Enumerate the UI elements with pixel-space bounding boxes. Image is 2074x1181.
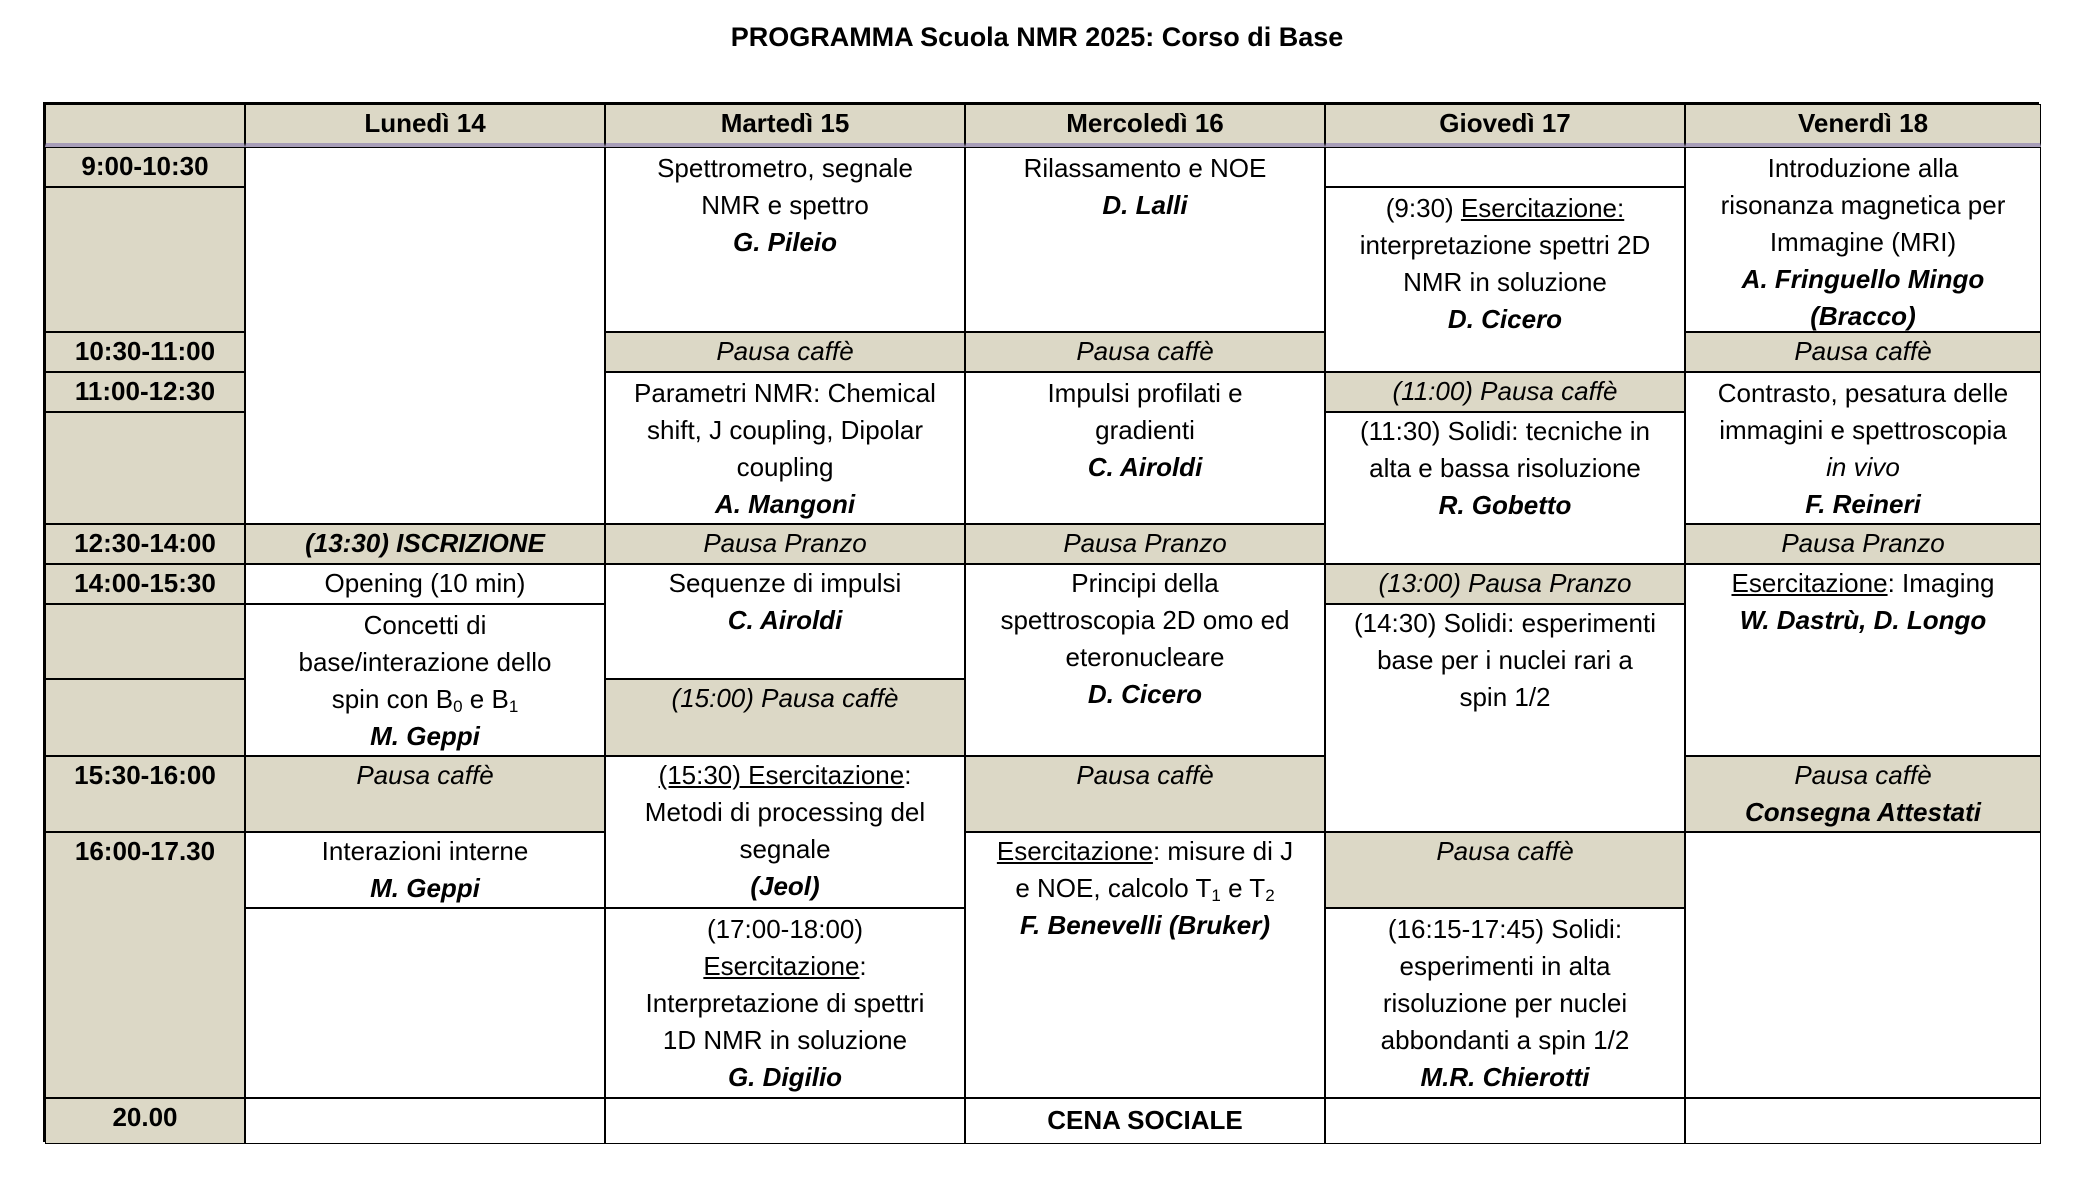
session-text: gradienti: [1095, 415, 1195, 445]
day-header-tuesday: Martedì 15: [605, 104, 965, 147]
friday-intro-mri-session: [1685, 147, 2041, 332]
wednesday-pausa-pranzo: Pausa Pranzo: [965, 524, 1325, 564]
time-slot-spacer: [45, 412, 245, 524]
speaker-affiliation: (Bracco): [1810, 301, 1916, 331]
session-text: spin 1/2: [1459, 682, 1551, 712]
session-text: (17:00-18:00): [706, 914, 864, 944]
session-text: Contrasto, pesatura delle: [1717, 378, 2009, 408]
tuesday-parametri-session: [605, 372, 965, 524]
session-text: interpretazione spettri 2D: [1359, 230, 1651, 260]
thursday-empty-morning: [1325, 147, 1685, 187]
wednesday-esercitazione-session: [965, 832, 1325, 1098]
time-slot: 14:00-15:30: [45, 564, 245, 604]
time-slot: 20.00: [45, 1098, 245, 1144]
session-text: Sequenze di impulsi: [668, 568, 902, 598]
time-slot-spacer: [45, 187, 245, 332]
day-header-monday: Lunedì 14: [245, 104, 605, 147]
tuesday-pausa-pranzo: Pausa Pranzo: [605, 524, 965, 564]
session-text: (16:15-17:45) Solidi:: [1387, 914, 1623, 944]
day-header-thursday: Giovedì 17: [1325, 104, 1685, 147]
session-text: Parametri NMR: Chemical: [634, 378, 936, 408]
speaker-name: A. Fringuello Mingo: [1741, 264, 1985, 294]
friday-esercitazione-imaging: [1685, 564, 2041, 756]
friday-pausa-pranzo: Pausa Pranzo: [1685, 524, 2041, 564]
monday-iscrizione: (13:30) ISCRIZIONE: [245, 524, 605, 564]
thursday-pausa-1300: (13:00) Pausa Pranzo: [1325, 564, 1685, 604]
session-text: base/interazione dello: [298, 647, 552, 677]
session-text: risonanza magnetica per: [1720, 190, 2006, 220]
time-slot-spacer: [45, 604, 245, 679]
monday-concetti-session: [245, 604, 605, 756]
speaker-name: G. Digilio: [727, 1062, 843, 1092]
time-slot: 15:30-16:00: [45, 756, 245, 832]
tuesday-spettrometro-session: [605, 147, 965, 332]
session-text: (11:30) Solidi: tecniche in: [1359, 416, 1650, 446]
time-slot: 9:00-10:30: [45, 147, 245, 187]
session-text: in vivo: [1826, 452, 1900, 482]
wednesday-impulsi-session: [965, 372, 1325, 524]
monday-empty-dinner: [245, 1098, 605, 1144]
session-text: (9:30) Esercitazione:: [1385, 193, 1625, 223]
thursday-esercitazione-2d: [1325, 187, 1685, 372]
friday-pausa-consegna: [1685, 756, 2041, 832]
session-text: Spettrometro, segnale: [657, 153, 913, 183]
session-text: Interpretazione di spettri: [645, 988, 925, 1018]
session-text: base per i nuclei rari a: [1377, 645, 1633, 675]
monday-empty-morning: [245, 147, 605, 524]
speaker-name: W. Dastrù, D. Longo: [1739, 605, 1987, 635]
session-text: Introduzione alla: [1767, 153, 1959, 183]
wednesday-pausa-caffe: Pausa caffè: [965, 332, 1325, 372]
session-text: Esercitazione: Imaging: [1731, 568, 1995, 598]
wednesday-pausa-caffe-2: Pausa caffè: [965, 756, 1325, 832]
friday-empty-dinner: [1685, 1098, 2041, 1144]
speaker-name: R. Gobetto: [1438, 490, 1572, 520]
thursday-pausa-caffe: Pausa caffè: [1325, 832, 1685, 908]
page-title: PROGRAMMA Scuola NMR 2025: Corso di Base: [730, 22, 1344, 52]
time-slot: 12:30-14:00: [45, 524, 245, 564]
thursday-solidi-tecniche: [1325, 412, 1685, 564]
speaker-name: G. Pileio: [732, 227, 838, 257]
session-text: Interazioni interne: [321, 836, 529, 866]
session-text: 1D NMR in soluzione: [662, 1025, 908, 1055]
day-header-wednesday: Mercoledì 16: [965, 104, 1325, 147]
session-text: Esercitazione: misure di J: [996, 836, 1294, 866]
session-text: eteronucleare: [1065, 642, 1225, 672]
speaker-name: D. Cicero: [1087, 679, 1203, 709]
session-text: Concetti di: [363, 610, 487, 640]
session-text: (14:30) Solidi: esperimenti: [1353, 608, 1657, 638]
speaker-name: D. Cicero: [1447, 304, 1563, 334]
time-slot: 16:00-17.30: [45, 832, 245, 1098]
thursday-pausa-1100: (11:00) Pausa caffè: [1325, 372, 1685, 412]
thursday-solidi-alta-risoluzione: [1325, 908, 1685, 1098]
session-text: shift, J coupling, Dipolar: [646, 415, 924, 445]
wednesday-rilassamento-session: [965, 147, 1325, 332]
speaker-name: M. Geppi: [370, 873, 480, 903]
tuesday-pausa-caffe: Pausa caffè: [605, 332, 965, 372]
session-text: (15:30) Esercitazione:: [658, 760, 912, 790]
session-text: Principi della: [1071, 568, 1219, 598]
speaker-name: M. Geppi: [370, 721, 480, 751]
tuesday-empty-dinner: [605, 1098, 965, 1144]
session-text: Impulsi profilati e: [1047, 378, 1243, 408]
header-corner: [45, 104, 245, 147]
session-text: Consegna Attestati: [1745, 797, 1981, 827]
tuesday-sequenze-session: [605, 564, 965, 679]
monday-empty-evening: [245, 908, 605, 1098]
session-text: segnale: [739, 834, 831, 864]
wednesday-cena-sociale: CENA SOCIALE: [965, 1098, 1325, 1144]
session-text: Metodi di processing del: [644, 797, 926, 827]
session-text: alta e bassa risoluzione: [1369, 453, 1641, 483]
tuesday-esercitazione-processing: [605, 756, 965, 908]
session-text: spettroscopia 2D omo ed: [1000, 605, 1290, 635]
session-text: spin con $B_0$ e $B_1$: [331, 684, 519, 716]
speaker-name: (Jeol): [750, 871, 820, 901]
monday-opening: Opening (10 min): [245, 564, 605, 604]
monday-interazioni-session: [245, 832, 605, 908]
speaker-name: F. Benevelli (Bruker): [1020, 910, 1270, 940]
speaker-name: C. Airoldi: [727, 605, 843, 635]
session-text: abbondanti a spin 1/2: [1380, 1025, 1630, 1055]
time-slot: 10:30-11:00: [45, 332, 245, 372]
day-header-friday: Venerdì 18: [1685, 104, 2041, 147]
session-text: e NOE, calcolo $T_1$ e $T_2$: [1015, 873, 1275, 905]
speaker-name: D. Lalli: [1102, 190, 1188, 220]
session-text: Immagine (MRI): [1769, 227, 1957, 257]
speaker-name: C. Airoldi: [1087, 452, 1203, 482]
session-text: Pausa caffè: [1794, 760, 1932, 790]
schedule-table: [43, 102, 2039, 1142]
tuesday-esercitazione-spettri: [605, 908, 965, 1098]
speaker-name: M.R. Chierotti: [1420, 1062, 1590, 1092]
monday-pausa-caffe: Pausa caffè: [245, 756, 605, 832]
session-text: immagini e spettroscopia: [1719, 415, 2007, 445]
session-text: Rilassamento e NOE: [1023, 153, 1267, 183]
friday-contrasto-session: [1685, 372, 2041, 524]
thursday-solidi-esperimenti-base: [1325, 604, 1685, 832]
session-text: coupling: [736, 452, 834, 482]
speaker-name: A. Mangoni: [714, 489, 856, 519]
session-text: risoluzione per nuclei: [1382, 988, 1628, 1018]
thursday-empty-dinner: [1325, 1098, 1685, 1144]
tuesday-pausa-1500: (15:00) Pausa caffè: [605, 679, 965, 756]
time-slot: 11:00-12:30: [45, 372, 245, 412]
wednesday-principi-session: [965, 564, 1325, 756]
session-text: Esercitazione:: [703, 951, 867, 981]
friday-pausa-caffe: Pausa caffè: [1685, 332, 2041, 372]
session-text: NMR e spettro: [701, 190, 869, 220]
friday-empty-afternoon: [1685, 832, 2041, 1098]
session-text: esperimenti in alta: [1399, 951, 1611, 981]
speaker-name: F. Reineri: [1805, 489, 1921, 519]
time-slot-spacer: [45, 679, 245, 756]
session-text: NMR in soluzione: [1403, 267, 1607, 297]
